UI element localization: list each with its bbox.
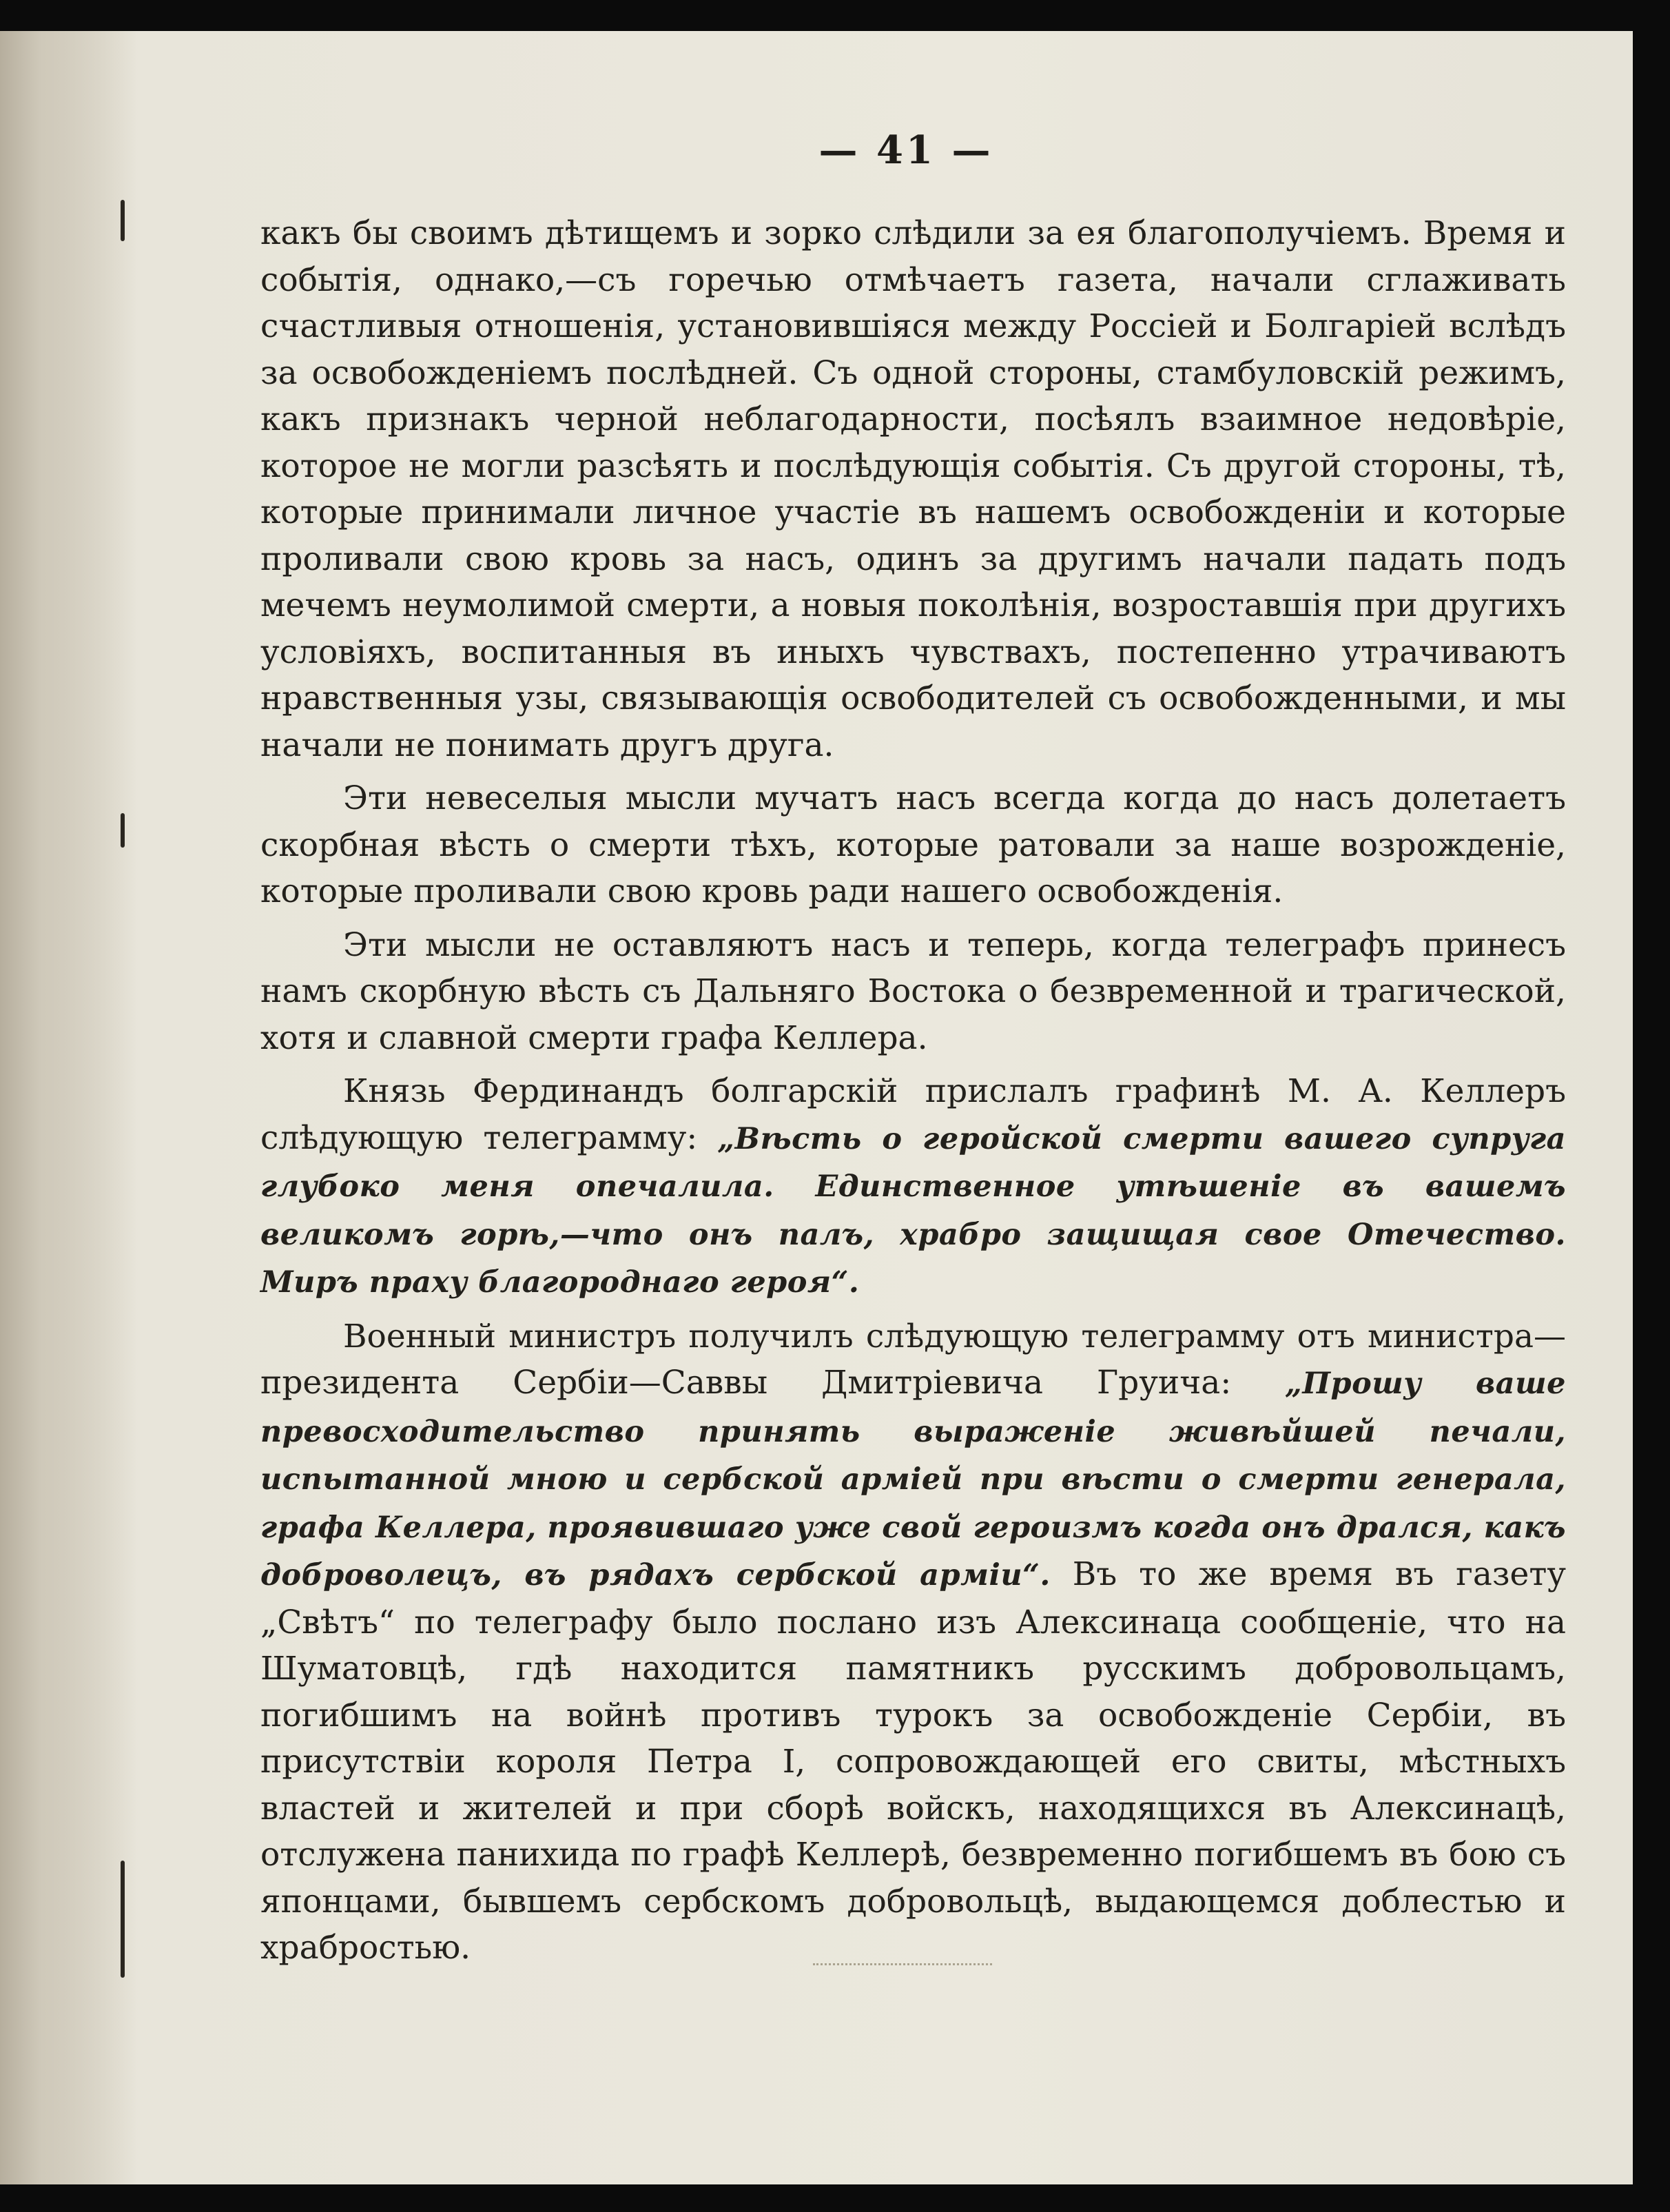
page-body xyxy=(260,210,1566,1972)
paragraph-5-lead: Военный министръ получилъ слѣдующую телеграмму отъ министра—президента Сербіи—Саввы Дмитріевича Груича: xyxy=(260,1317,1566,1402)
paragraph-1: какъ бы своимъ дѣтищемъ и зорко слѣдили за ея благополучіемъ. Время и событія, однако,—съ горечью отмѣчаетъ газета, начали сглаживать счастливыя отношенія, установившіяся между Россіей и Болгаріей вслѣдъ за освобожденіемъ послѣдней. Съ одной стороны, стамбуловскій режимъ, какъ признакъ черной неблагодарности, посѣялъ взаимное недовѣріе, которое не могли разсѣять и послѣдующія событія. Съ другой стороны, тѣ, которые принимали личное участіе въ нашемъ освобожденіи и которые проливали свою кровь за насъ, одинъ за другимъ начали падать подъ мечемъ неумолимой смерти, а новыя поколѣнія, возроставшія при другихъ условіяхъ, воспитанныя въ иныхъ чувствахъ, постепенно утрачиваютъ нравственныя узы, связывающія освободителей съ освобожденными, и мы начали не понимать другъ друга. xyxy=(260,214,1566,764)
paragraph-4 xyxy=(260,1068,1566,1307)
paragraph-3: Эти мысли не оставляютъ насъ и теперь, когда телеграфъ принесъ намъ скорбную вѣсть съ Дальняго Востока о безвременной и трагической, хотя и славной смерти графа Келлера. xyxy=(260,925,1566,1057)
page-number: — 41 — xyxy=(818,127,993,173)
telegram-quote-ferdinand: „Вѣсть о геройской смерти вашего супруга глубоко меня опечалила. Единственное утѣшеніе въ вашемъ великомъ горѣ,—что онъ палъ, храбро защищая свое Отечество. Миръ праху благороднаго героя“. xyxy=(260,1121,1566,1300)
binding-mark xyxy=(121,200,125,241)
binding-mark xyxy=(121,813,125,848)
paragraph-5 xyxy=(260,1313,1566,1972)
page-gutter xyxy=(0,31,138,2184)
telegram-quote-gruich: „Прошу ваше превосходительство принять выраженіе живѣйшей печали, испытанной мною и сербской арміей при вѣсти о смерти генерала, графа Келлера, проявившаго уже свой героизмъ когда онъ дрался, какъ доброволецъ, въ рядахъ сербской арміи“. xyxy=(260,1366,1566,1593)
binding-mark xyxy=(121,1861,125,1978)
paragraph-4-lead: Князь Фердинандъ болгарскій прислалъ графинѣ М. А. Келлеръ слѣдующую телеграмму: xyxy=(260,1072,1566,1157)
end-ornament xyxy=(813,1956,992,1965)
paragraph-5-tail: Въ то же время въ газету „Свѣтъ“ по телеграфу было послано изъ Алексинаца сообщеніе, что на Шуматовцѣ, гдѣ находится памятникъ русскимъ добровольцамъ, погибшимъ на войнѣ противъ турокъ за освобожденіе Сербіи, въ присутствіи короля Петра I, сопровождающей его свиты, мѣстныхъ властей и жителей и при сборѣ войскъ, находящихся въ Алексинацѣ, отслужена панихида по графѣ Келлерѣ, безвременно погибшемъ въ бою съ японцами, бывшемъ сербскомъ добровольцѣ, выдающемся доблестью и храбростью. xyxy=(260,1555,1566,1967)
paragraph-2: Эти невеселыя мысли мучатъ насъ всегда когда до насъ долетаетъ скорбная вѣсть о смерти тѣхъ, которые ратовали за наше возрожденіе, которые проливали свою кровь ради нашего освобожденія. xyxy=(260,779,1566,910)
